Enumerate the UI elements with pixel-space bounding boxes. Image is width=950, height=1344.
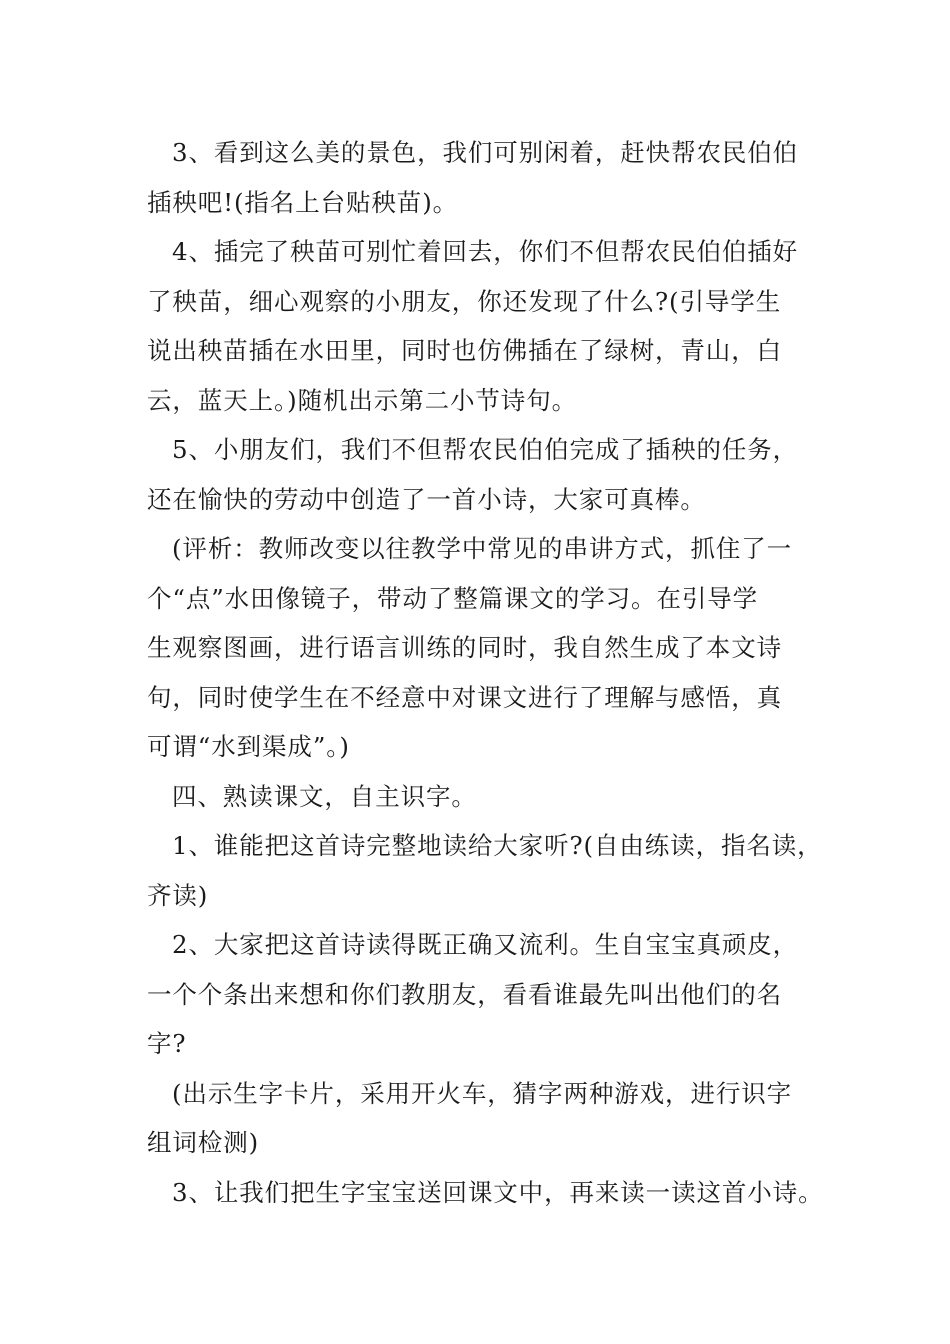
- section-heading: 四、熟读课文，自主识字。: [172, 781, 477, 811]
- text-line: (出示生字卡片，采用开火车，猜字两种游戏，进行识字: [172, 1078, 793, 1108]
- text-line: (评析：教师改变以往教学中常见的串讲方式，抓住了一: [172, 534, 793, 563]
- text-line: 插秧吧!(指名上台贴秧苗)。: [147, 187, 459, 217]
- text-line: 可谓“水到渠成”。): [147, 732, 350, 761]
- text-line: 句，同时使学生在不经意中对课文进行了理解与感悟，真: [147, 682, 782, 712]
- text-line: 一个个条出来想和你们教朋友，看看谁最先叫出他们的名: [147, 979, 782, 1009]
- text-line: 齐读): [147, 880, 209, 910]
- text-line: 字?: [147, 1029, 187, 1058]
- text-line: 组词检测): [147, 1128, 260, 1157]
- text-line: 1、谁能把这首诗完整地读给大家听?(自由练读，指名读，: [172, 831, 823, 860]
- text-line: 说出秧苗插在水田里，同时也仿佛插在了绿树，青山，白: [147, 336, 782, 365]
- text-line: 生观察图画，进行语言训练的同时，我自然生成了本文诗: [147, 633, 782, 662]
- text-line: 5、小朋友们，我们不但帮农民伯伯完成了插秧的任务，: [172, 435, 799, 464]
- text-line: 还在愉快的劳动中创造了一首小诗，大家可真棒。: [147, 484, 706, 514]
- text-line: 3、让我们把生字宝宝送回课文中，再来读一读这首小诗。: [172, 1177, 824, 1207]
- text-line: 3、看到这么美的景色，我们可别闲着，赶快帮农民伯伯: [172, 138, 799, 167]
- text-line: 个“点”水田像镜子，带动了整篇课文的学习。在引导学: [147, 583, 759, 613]
- text-line: 了秧苗，细心观察的小朋友，你还发现了什么?(引导学生: [147, 286, 782, 316]
- document-body: [147, 128, 827, 1217]
- text-line: 云，蓝天上。)随机出示第二小节诗句。: [147, 385, 578, 415]
- text-line: 2、大家把这首诗读得既正确又流利。生自宝宝真顽皮，: [172, 930, 799, 959]
- text-line: 4、插完了秧苗可别忙着回去，你们不但帮农民伯伯插好: [172, 237, 799, 266]
